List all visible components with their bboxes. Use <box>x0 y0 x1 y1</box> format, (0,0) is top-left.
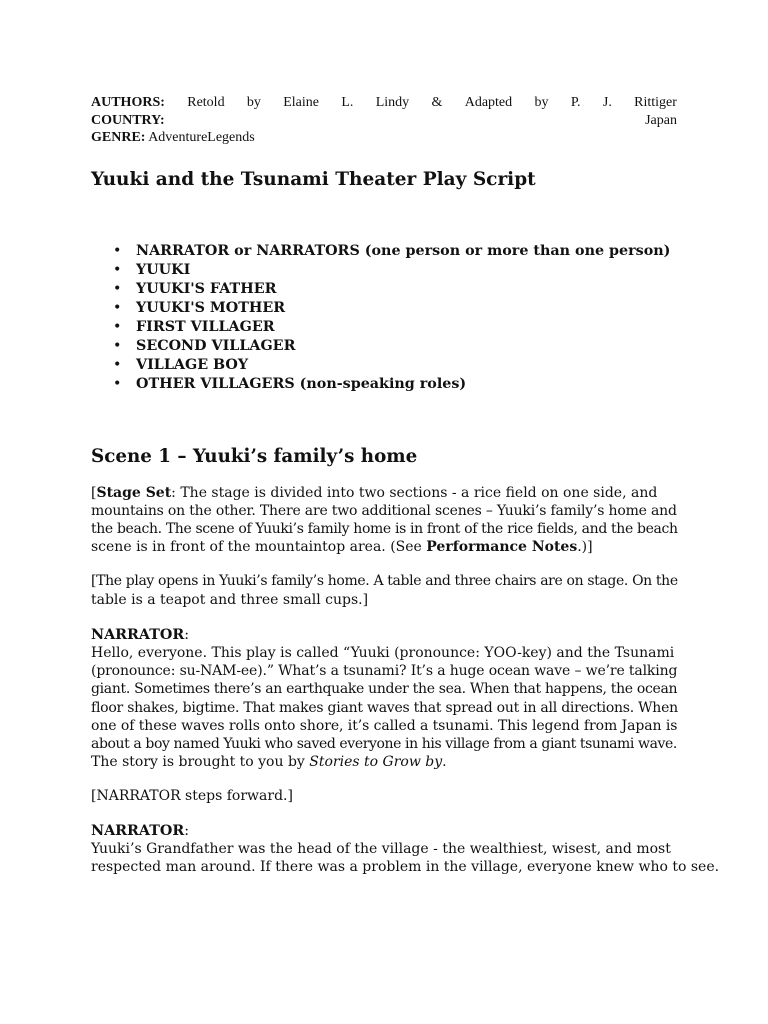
cast-item <box>91 280 677 299</box>
cast-item <box>91 375 677 394</box>
authors-word: Elaine <box>283 95 319 110</box>
cast-item <box>91 337 677 356</box>
cast-item-label: VILLAGE BOY <box>136 356 249 373</box>
cast-item <box>91 356 677 375</box>
cast-item-label: FIRST VILLAGER <box>136 318 275 335</box>
country-line <box>91 112 677 130</box>
bullet-icon: • <box>113 375 122 392</box>
country-label: COUNTRY: <box>91 112 165 128</box>
cast-item <box>91 299 677 318</box>
genre-line <box>91 129 677 147</box>
authors-line <box>91 94 677 112</box>
speaker-narrator: NARRATOR: <box>91 626 190 643</box>
authors-label: AUTHORS: <box>91 95 165 110</box>
bullet-icon: • <box>113 261 122 278</box>
cast-item-label: SECOND VILLAGER <box>136 337 296 354</box>
bullet-icon: • <box>113 337 122 354</box>
cast-item-label: OTHER VILLAGERS (non-speaking roles) <box>136 375 467 392</box>
stage-direction: [NARRATOR steps forward.] <box>91 788 293 805</box>
opening-direction <box>91 572 677 608</box>
cast-item-label: NARRATOR or NARRATORS (one person or more than one person) <box>136 242 671 259</box>
cast-list <box>91 242 677 394</box>
authors-word: J. <box>602 95 612 110</box>
bullet-icon: • <box>113 242 122 259</box>
stage-set-label: Stage Set <box>96 484 172 501</box>
speech-line: (pronounce: su-NAM-ee).” What’s a tsunami? It’s a huge ocean wave – we’re talking <box>91 663 678 680</box>
opening-line-1: [The play opens in Yuuki’s family’s home. A table and three chairs are on stage. On the <box>91 573 678 590</box>
country-value: Japan <box>645 112 677 128</box>
authors-word: Retold <box>187 95 225 110</box>
authors-word: Lindy <box>375 95 410 110</box>
document-page <box>91 94 720 876</box>
speech-line: floor shakes, bigtime. That makes giant waves that spread out in all directions. When <box>91 699 678 716</box>
speech-line: respected man around. If there was a problem in the village, everyone knew who to see. <box>91 858 720 875</box>
authors-word: Rittiger <box>634 95 677 110</box>
stories-to-grow-by: Stories to Grow by <box>309 754 443 771</box>
authors-word: L. <box>341 95 354 110</box>
cast-item <box>91 318 677 337</box>
narrator-speech-2 <box>91 840 720 876</box>
stage-set-line-1: [Stage Set: The stage is divided into two sections - a rice field on one side, and <box>91 484 658 501</box>
cast-item-label: YUUKI <box>136 261 191 278</box>
cast-item <box>91 261 677 280</box>
genre-value: AdventureLegends <box>148 130 255 145</box>
authors-word: P. <box>570 95 581 110</box>
speech-line: one of these waves rolls onto shore, it’s called a tsunami. This legend from Japan is <box>91 717 678 734</box>
speech-line: Hello, everyone. This play is called “Yuuki (pronounce: YOO-key) and the Tsunami <box>91 644 675 661</box>
authors-word: by <box>534 95 549 110</box>
cast-item-label: YUUKI'S MOTHER <box>136 299 286 316</box>
speech-line: giant. Sometimes there’s an earthquake under the sea. When that happens, the ocean <box>91 681 678 698</box>
speaker-narrator: NARRATOR: <box>91 822 190 839</box>
authors-word: by <box>246 95 261 110</box>
bullet-icon: • <box>113 356 122 373</box>
speech-line: about a boy named Yuuki who saved everyone in his village from a giant tsunami wave. <box>91 735 677 752</box>
stage-set-line-2: mountains on the other. There are two additional scenes – Yuuki’s family’s home and <box>91 502 677 519</box>
bullet-icon: • <box>113 318 122 335</box>
bullet-icon: • <box>113 280 122 297</box>
authors-word: & <box>431 95 443 110</box>
stage-set-line-3: the beach. The scene of Yuuki’s family home is in front of the rice fields, and the beach <box>91 520 678 537</box>
authors-word: Adapted <box>464 95 513 110</box>
stage-set-line-4: scene is in front of the mountaintop area. (See Performance Notes.)] <box>91 539 593 556</box>
speech-line: The story is brought to you by Stories to Grow by. <box>91 754 447 771</box>
speech-line: Yuuki’s Grandfather was the head of the village - the wealthiest, wisest, and most <box>91 840 671 857</box>
cast-item <box>91 242 677 261</box>
bullet-icon: • <box>113 299 122 316</box>
stage-set-paragraph <box>91 484 677 557</box>
document-title: Yuuki and the Tsunami Theater Play Script <box>91 168 536 190</box>
performance-notes-ref: Performance Notes <box>426 539 578 556</box>
opening-line-2: table is a teapot and three small cups.] <box>91 591 369 608</box>
narrator-speech-1 <box>91 644 677 771</box>
cast-item-label: YUUKI'S FATHER <box>136 280 277 297</box>
scene-heading: Scene 1 – Yuuki’s family’s home <box>91 445 418 467</box>
genre-label: GENRE: <box>91 130 146 145</box>
